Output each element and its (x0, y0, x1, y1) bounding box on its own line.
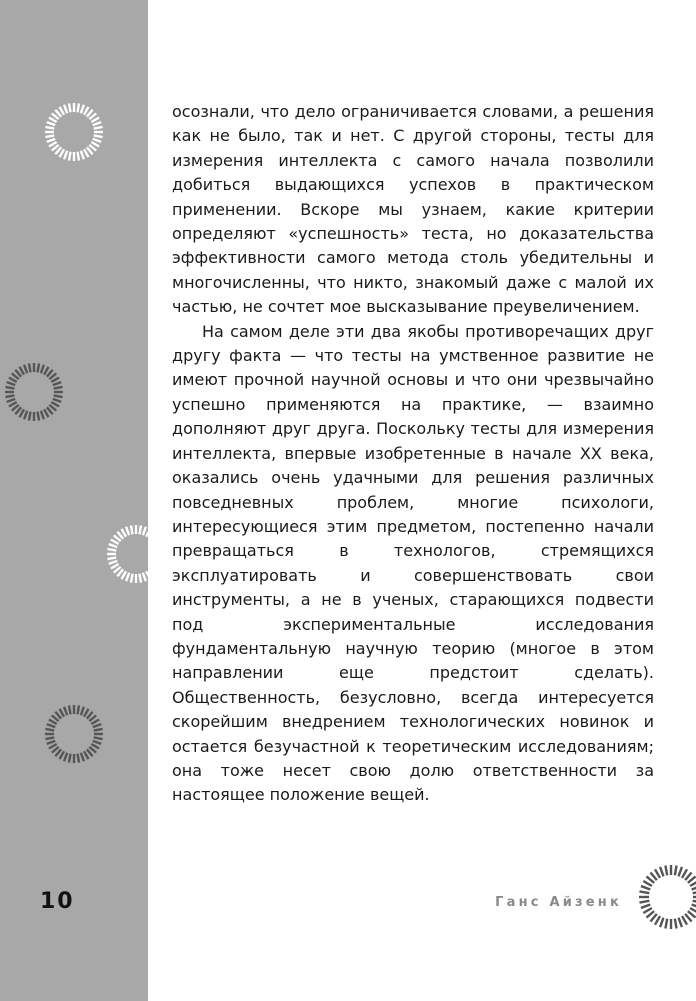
ring-tick (60, 751, 65, 759)
ring-tick (91, 142, 99, 147)
ring-tick (29, 412, 31, 421)
ring-tick (91, 720, 99, 725)
ring-tick (156, 557, 165, 559)
ring-tick (93, 122, 101, 125)
ring-tick (679, 918, 682, 927)
ring-tick (126, 573, 129, 581)
ring-tick (639, 891, 649, 893)
ring-tick (9, 402, 17, 407)
ring-tick (107, 549, 116, 551)
ring-tick (675, 919, 677, 929)
ring-tick (155, 544, 163, 547)
ring-tick (20, 367, 25, 375)
ring-tick (94, 127, 103, 129)
ring-tick (49, 720, 57, 725)
ring-tick (679, 867, 682, 876)
ring-tick (91, 118, 99, 123)
ring-tick (64, 707, 67, 715)
ring-tick (54, 395, 63, 397)
ring-tick (49, 142, 57, 147)
ring-middle-icon (104, 522, 168, 586)
ring-tick (692, 886, 696, 889)
ring-tick (24, 365, 27, 373)
ring-tick (69, 754, 71, 763)
ring-upper-middle-icon (2, 360, 66, 424)
ring-tick (54, 387, 63, 389)
ring-tick (45, 737, 54, 739)
ring-tick (60, 107, 65, 115)
ring-tick (139, 574, 141, 583)
ring-tick (69, 705, 71, 714)
ring-tick (126, 527, 129, 535)
ring-tick (45, 729, 54, 731)
ring-tick (153, 564, 161, 569)
ring-tick (53, 399, 61, 402)
ring-tick (655, 869, 660, 878)
ring-tick (41, 411, 44, 419)
ring-tick (24, 411, 27, 419)
ring-tick (51, 402, 59, 407)
ring-tick (9, 378, 17, 383)
ring-tick (682, 869, 687, 878)
ring-tick (93, 139, 101, 142)
ring-tick (143, 573, 146, 581)
ring-tick (81, 753, 84, 761)
ring-tick (37, 363, 39, 372)
ring-tick (47, 122, 55, 125)
ring-tick (111, 540, 119, 545)
ring-tick (643, 881, 652, 886)
ring-tick (69, 103, 71, 112)
ring-tick (81, 707, 84, 715)
ring-tick (682, 916, 687, 925)
ring-tick (660, 918, 663, 927)
ring-tick (77, 152, 79, 161)
ring-tick (155, 561, 163, 564)
ring-tick (139, 525, 141, 534)
ring-lower-icon (42, 702, 106, 766)
ring-tick (665, 919, 667, 929)
ring-tick (7, 382, 15, 385)
ring-bottom-right-icon (636, 862, 696, 932)
ring-tick (81, 151, 84, 159)
ring-tick (156, 549, 165, 551)
ring-tick (641, 886, 650, 889)
ring-tick (49, 118, 57, 123)
ring-tick (64, 151, 67, 159)
ring-tick (143, 527, 146, 535)
ring-tick (41, 365, 44, 373)
ring-tick (94, 737, 103, 739)
ring-tick (45, 127, 54, 129)
ring-tick (107, 557, 116, 559)
ring-tick (77, 754, 79, 763)
ring-tick (660, 867, 663, 876)
page-number: 10 (40, 889, 75, 914)
ring-tick (47, 139, 55, 142)
ring-tick (122, 571, 127, 579)
ring-tick (146, 571, 151, 579)
ring-tick (84, 107, 89, 115)
ring-tick (64, 105, 67, 113)
ring-tick (20, 409, 25, 417)
ring-tick (44, 409, 49, 417)
ring-tick (93, 741, 101, 744)
ring-tick (643, 908, 652, 913)
ring-tick (49, 744, 57, 749)
ring-tick (641, 905, 650, 908)
ring-tick (77, 705, 79, 714)
ring-tick (665, 865, 667, 875)
ring-tick (53, 382, 61, 385)
ring-tick (60, 709, 65, 717)
ring-tick (109, 561, 117, 564)
ring-tick (675, 865, 677, 875)
ring-tick (5, 395, 14, 397)
paragraph-2: На самом деле эти два якобы противоречащих друг другу факта — что тесты на умственное развитие не имеют прочной научной основы и что они чрезвычайно успешно применяются на практике, — взаимно дополняют друг друга. Поскольку тесты для измерения интеллекта, впервые изобретенные в начале XX века, оказались очень удачными для решения различных повседневных проблем, многие психологи, интересующиеся этим предметом, постепенно начали превращаться в технологов, стремящихся эксплуатировать и совершенствовать свои инструменты, а не в ученых, старающихся подвести под экспериментальные исследования фундаментальную научную теорию (многое в этом направлении еще предстоит сделать). Общественность, безусловно, всегда интересуется скорейшим внедрением технологических новинок и остается безучастной к теоретическим исследованиям; она тоже несет свою долю ответственности за настоящее положение вещей. (172, 321, 654, 805)
ring-tick (84, 751, 89, 759)
paragraph-1: осознали, что дело ограничивается словами, а решения как не было, так и нет. С другой стороны, тесты для измерения интеллекта с самого начала позволили добиться выдающихся успехов в практическом применении. Вскоре мы узнаем, какие критерии определяют «успешность» теста, но доказательства эффективности самого метода столь убедительны и многочисленны, что никто, знакомый даже с малой их частью, не сочтет мое высказывание преувеличением. (172, 102, 654, 317)
ring-tick (47, 724, 55, 727)
ring-tick (44, 367, 49, 375)
ring-tick (5, 387, 14, 389)
ring-tick (639, 901, 649, 903)
ring-tick (51, 378, 59, 383)
ring-top-icon (42, 100, 106, 164)
ring-tick (64, 753, 67, 761)
ring-tick (655, 916, 660, 925)
ring-tick (111, 564, 119, 569)
ring-tick (153, 540, 161, 545)
ring-tick (47, 741, 55, 744)
ring-tick (109, 544, 117, 547)
ring-tick (45, 135, 54, 137)
ring-tick (69, 152, 71, 161)
ring-tick (122, 529, 127, 537)
ring-tick (7, 399, 15, 402)
ring-tick (84, 149, 89, 157)
ring-tick (692, 905, 696, 908)
ring-tick (131, 574, 133, 583)
ring-tick (60, 149, 65, 157)
ring-tick (81, 105, 84, 113)
ring-tick (77, 103, 79, 112)
running-title: Ганс Айзенк (495, 895, 622, 910)
ring-tick (146, 529, 151, 537)
ring-tick (37, 412, 39, 421)
ring-tick (131, 525, 133, 534)
body-text (172, 100, 654, 808)
ring-tick (93, 724, 101, 727)
ring-tick (94, 135, 103, 137)
ring-tick (84, 709, 89, 717)
ring-tick (29, 363, 31, 372)
ring-tick (91, 744, 99, 749)
ring-tick (94, 729, 103, 731)
